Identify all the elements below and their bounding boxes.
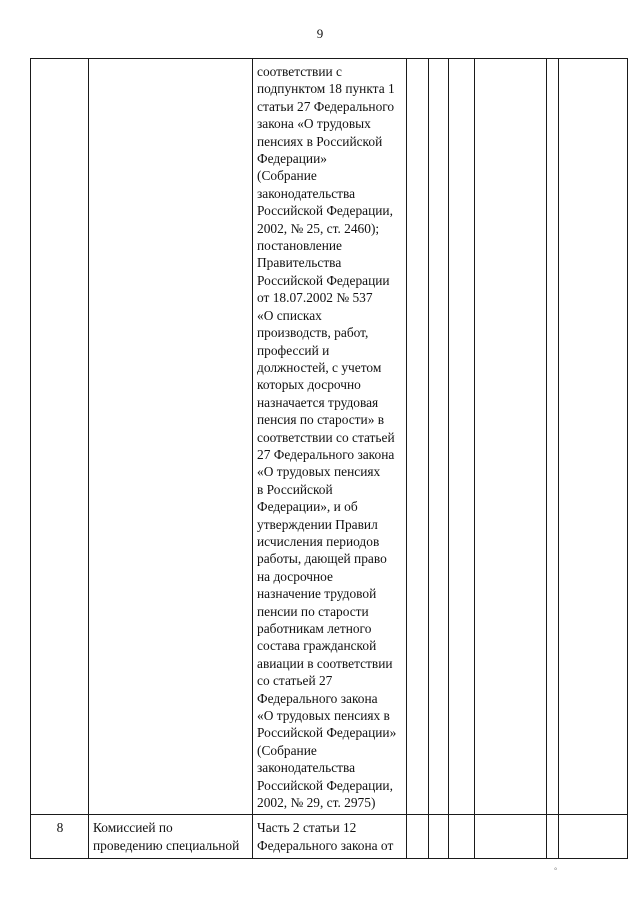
empty-cell <box>449 815 475 859</box>
text-line: (Собрание <box>257 168 317 184</box>
text-line: в Российской <box>257 481 333 497</box>
text-line: должностей, с учетом <box>257 359 382 375</box>
text-line: подпунктом 18 пункта 1 <box>257 81 395 97</box>
text-line: исчисления периодов <box>257 533 380 549</box>
text-line: от 18.07.2002 № 537 <box>257 290 373 306</box>
text-line: авиации в соответствии <box>257 655 393 671</box>
text-line: соответствии со статьей <box>257 429 395 445</box>
text-line: Правительства <box>257 255 342 271</box>
text-line: «О списках <box>257 307 322 323</box>
text-line: работы, дающей право <box>257 551 387 567</box>
text-line: пенсиях в Российской <box>257 133 383 149</box>
document-table <box>30 58 628 859</box>
empty-cell <box>559 815 628 859</box>
empty-cell <box>449 59 475 815</box>
text-line: соответствии с <box>257 64 342 79</box>
row-number-cell <box>31 59 89 815</box>
empty-cell <box>475 815 547 859</box>
text-line: Российской Федерации <box>257 272 390 288</box>
text-line: Федерации» <box>257 151 327 167</box>
subject-cell <box>89 59 253 815</box>
empty-cell <box>429 59 449 815</box>
legal-basis-cell <box>253 815 407 859</box>
text-line: (Собрание <box>257 742 317 758</box>
text-line: 2002, № 29, ст. 2975) <box>257 795 376 811</box>
empty-cell <box>547 815 559 859</box>
scan-speck: ° <box>554 866 558 875</box>
text-line: Федерального закона от <box>257 837 394 853</box>
empty-cell <box>475 59 547 815</box>
empty-cell <box>559 59 628 815</box>
text-line: постановление <box>257 238 343 254</box>
table-row <box>31 815 628 859</box>
text-line: на досрочное <box>257 568 333 584</box>
text-line: законодательства <box>257 760 356 776</box>
text-line: закона «О трудовых <box>257 116 371 132</box>
text-line: проведению специальной <box>93 837 240 853</box>
text-line: со статьей 27 <box>257 673 333 689</box>
text-line: профессий и <box>257 342 330 358</box>
empty-cell <box>407 815 429 859</box>
text-line: статьи 27 Федерального <box>257 98 395 114</box>
text-line: законодательства <box>257 185 356 201</box>
text-line: назначение трудовой <box>257 586 377 602</box>
text-line: 27 Федерального закона <box>257 446 395 462</box>
text-line: «О трудовых пенсиях в <box>257 708 390 724</box>
row-number-cell: 8 <box>31 815 89 859</box>
text-line: работникам летного <box>257 621 372 636</box>
text-line: утверждении Правил <box>257 516 378 532</box>
empty-cell <box>547 59 559 815</box>
table-row <box>31 59 628 815</box>
text-line: назначается трудовая <box>257 394 379 410</box>
text-line: состава гражданской <box>257 638 377 654</box>
subject-cell <box>89 815 253 859</box>
empty-cell <box>429 815 449 859</box>
text-line: Российской Федерации, <box>257 203 393 219</box>
text-line: «О трудовых пенсиях <box>257 464 381 480</box>
text-line: которых досрочно <box>257 377 361 393</box>
legal-basis-cell <box>253 59 407 815</box>
text-line: производств, работ, <box>257 325 369 341</box>
text-line: 2002, № 25, ст. 2460); <box>257 220 380 236</box>
text-line: пенсия по старости» в <box>257 412 385 428</box>
text-line: Российской Федерации» <box>257 725 397 741</box>
text-line: Часть 2 статьи 12 <box>257 820 357 836</box>
text-line: Комиссией по <box>93 820 173 836</box>
text-line: Федерального закона <box>257 690 378 706</box>
text-line: Федерации», и об <box>257 499 358 515</box>
page-number: 9 <box>316 26 324 41</box>
text-line: пенсии по старости <box>257 603 369 619</box>
empty-cell <box>407 59 429 815</box>
text-line: Российской Федерации, <box>257 777 393 793</box>
